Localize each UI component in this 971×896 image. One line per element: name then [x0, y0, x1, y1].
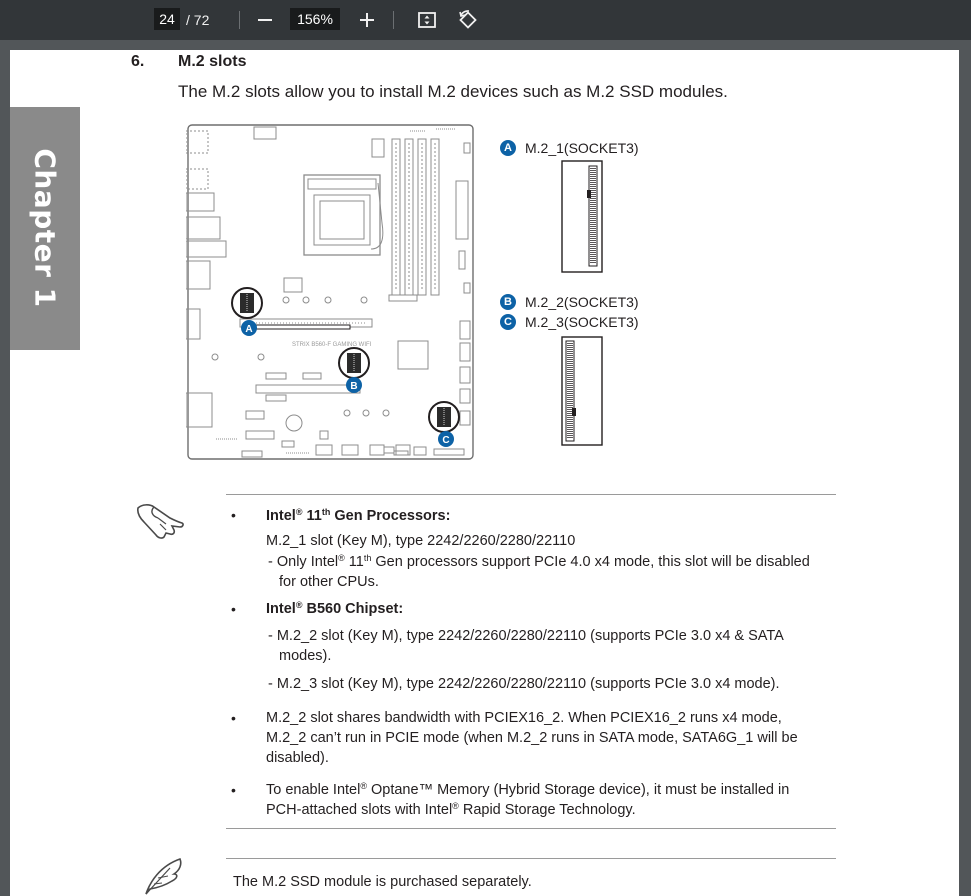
- chapter-tab: [10, 107, 80, 350]
- note2-top-rule: [226, 858, 836, 859]
- fit-to-page-icon: [417, 10, 437, 30]
- bandwidth-note-line2: M.2_2 can’t run in PCIE mode (when M.2_2 runs in SATA mode, SATA6G_1 will be: [266, 730, 798, 746]
- minus-icon: [257, 12, 273, 28]
- quill-note-icon: [140, 856, 186, 896]
- m2-2-text: M.2_2(SOCKET3): [525, 294, 639, 310]
- section-description: The M.2 slots allow you to install M.2 devices such as M.2 SSD modules.: [178, 82, 728, 101]
- zoom-out-button[interactable]: [253, 0, 277, 40]
- m2-3-text: M.2_3(SOCKET3): [525, 314, 639, 330]
- m2-1-cpu-note-cont: for other CPUs.: [279, 574, 379, 590]
- badge-a: A: [500, 140, 516, 156]
- m2-1-label: [500, 140, 639, 156]
- board-model-label: STRIX B560-F GAMING WIFI: [292, 342, 372, 348]
- badge-c: C: [500, 314, 516, 330]
- bullet: •: [231, 507, 236, 523]
- note-bottom-rule: [226, 828, 836, 829]
- bandwidth-note-line3: disabled).: [266, 750, 329, 766]
- zoom-in-button[interactable]: [355, 0, 379, 40]
- svg-text:B: B: [350, 381, 358, 392]
- section-title: M.2 slots: [178, 53, 247, 70]
- m2-2-label: [500, 294, 639, 310]
- m2-3-label: [500, 314, 639, 330]
- badge-b: B: [500, 294, 516, 310]
- zoom-input[interactable]: [290, 8, 340, 30]
- m2-1-text: M.2_1(SOCKET3): [525, 140, 639, 156]
- pdf-page: [10, 50, 959, 896]
- m2-1-spec: M.2_1 slot (Key M), type 2242/2260/2280/22110: [266, 533, 576, 549]
- optane-note-line2: PCH-attached slots with Intel® Rapid Storage Technology.: [266, 801, 636, 818]
- m2-1-cpu-note: - Only Intel® 11th Gen processors support PCIe 4.0 x4 mode, this slot will be disabled: [268, 553, 810, 570]
- svg-text:C: C: [442, 435, 450, 446]
- m2-slot-c-marker: [429, 402, 459, 447]
- m2-2-spec-cont: modes).: [279, 648, 332, 664]
- bandwidth-note-line1: M.2_2 slot shares bandwidth with PCIEX16_2. When PCIEX16_2 runs x4 mode,: [266, 710, 782, 726]
- m2-slot-b-marker: [339, 348, 369, 393]
- toolbar-divider: [239, 11, 240, 29]
- optane-note-line1: To enable Intel® Optane™ Memory (Hybrid Storage device), it must be installed in: [266, 781, 790, 798]
- b560-heading: Intel® B560 Chipset:: [266, 600, 404, 617]
- page-total: / 72: [186, 12, 210, 28]
- m2-3-spec: - M.2_3 slot (Key M), type 2242/2260/2280/22110 (supports PCIe 3.0 x4 mode).: [268, 676, 780, 692]
- page-number-input[interactable]: [154, 8, 180, 30]
- plus-icon: [359, 12, 375, 28]
- pointing-hand-icon: [136, 502, 186, 540]
- rotate-button[interactable]: [455, 0, 481, 40]
- bullet: •: [231, 782, 236, 798]
- rotate-icon: [457, 9, 479, 31]
- motherboard-diagram: [186, 123, 476, 463]
- pdf-toolbar: [0, 0, 971, 40]
- m2-slot-a-marker: [232, 288, 350, 336]
- section-number: 6.: [131, 53, 145, 70]
- note-top-rule: [226, 494, 836, 495]
- purchase-note: The M.2 SSD module is purchased separately.: [233, 874, 532, 890]
- bullet: •: [231, 710, 236, 726]
- fit-to-page-button[interactable]: [415, 0, 439, 40]
- m2-1-connector-figure: [561, 160, 603, 273]
- intel-11th-heading: Intel® 11th Gen Processors:: [266, 507, 451, 524]
- m2-2-3-connector-figure: [561, 336, 603, 446]
- svg-text:A: A: [245, 324, 253, 335]
- m2-2-spec: - M.2_2 slot (Key M), type 2242/2260/2280/22110 (supports PCIe 3.0 x4 & SATA: [268, 628, 784, 644]
- bullet: •: [231, 601, 236, 617]
- chapter-label: Chapter 1: [28, 148, 62, 308]
- toolbar-divider: [393, 11, 394, 29]
